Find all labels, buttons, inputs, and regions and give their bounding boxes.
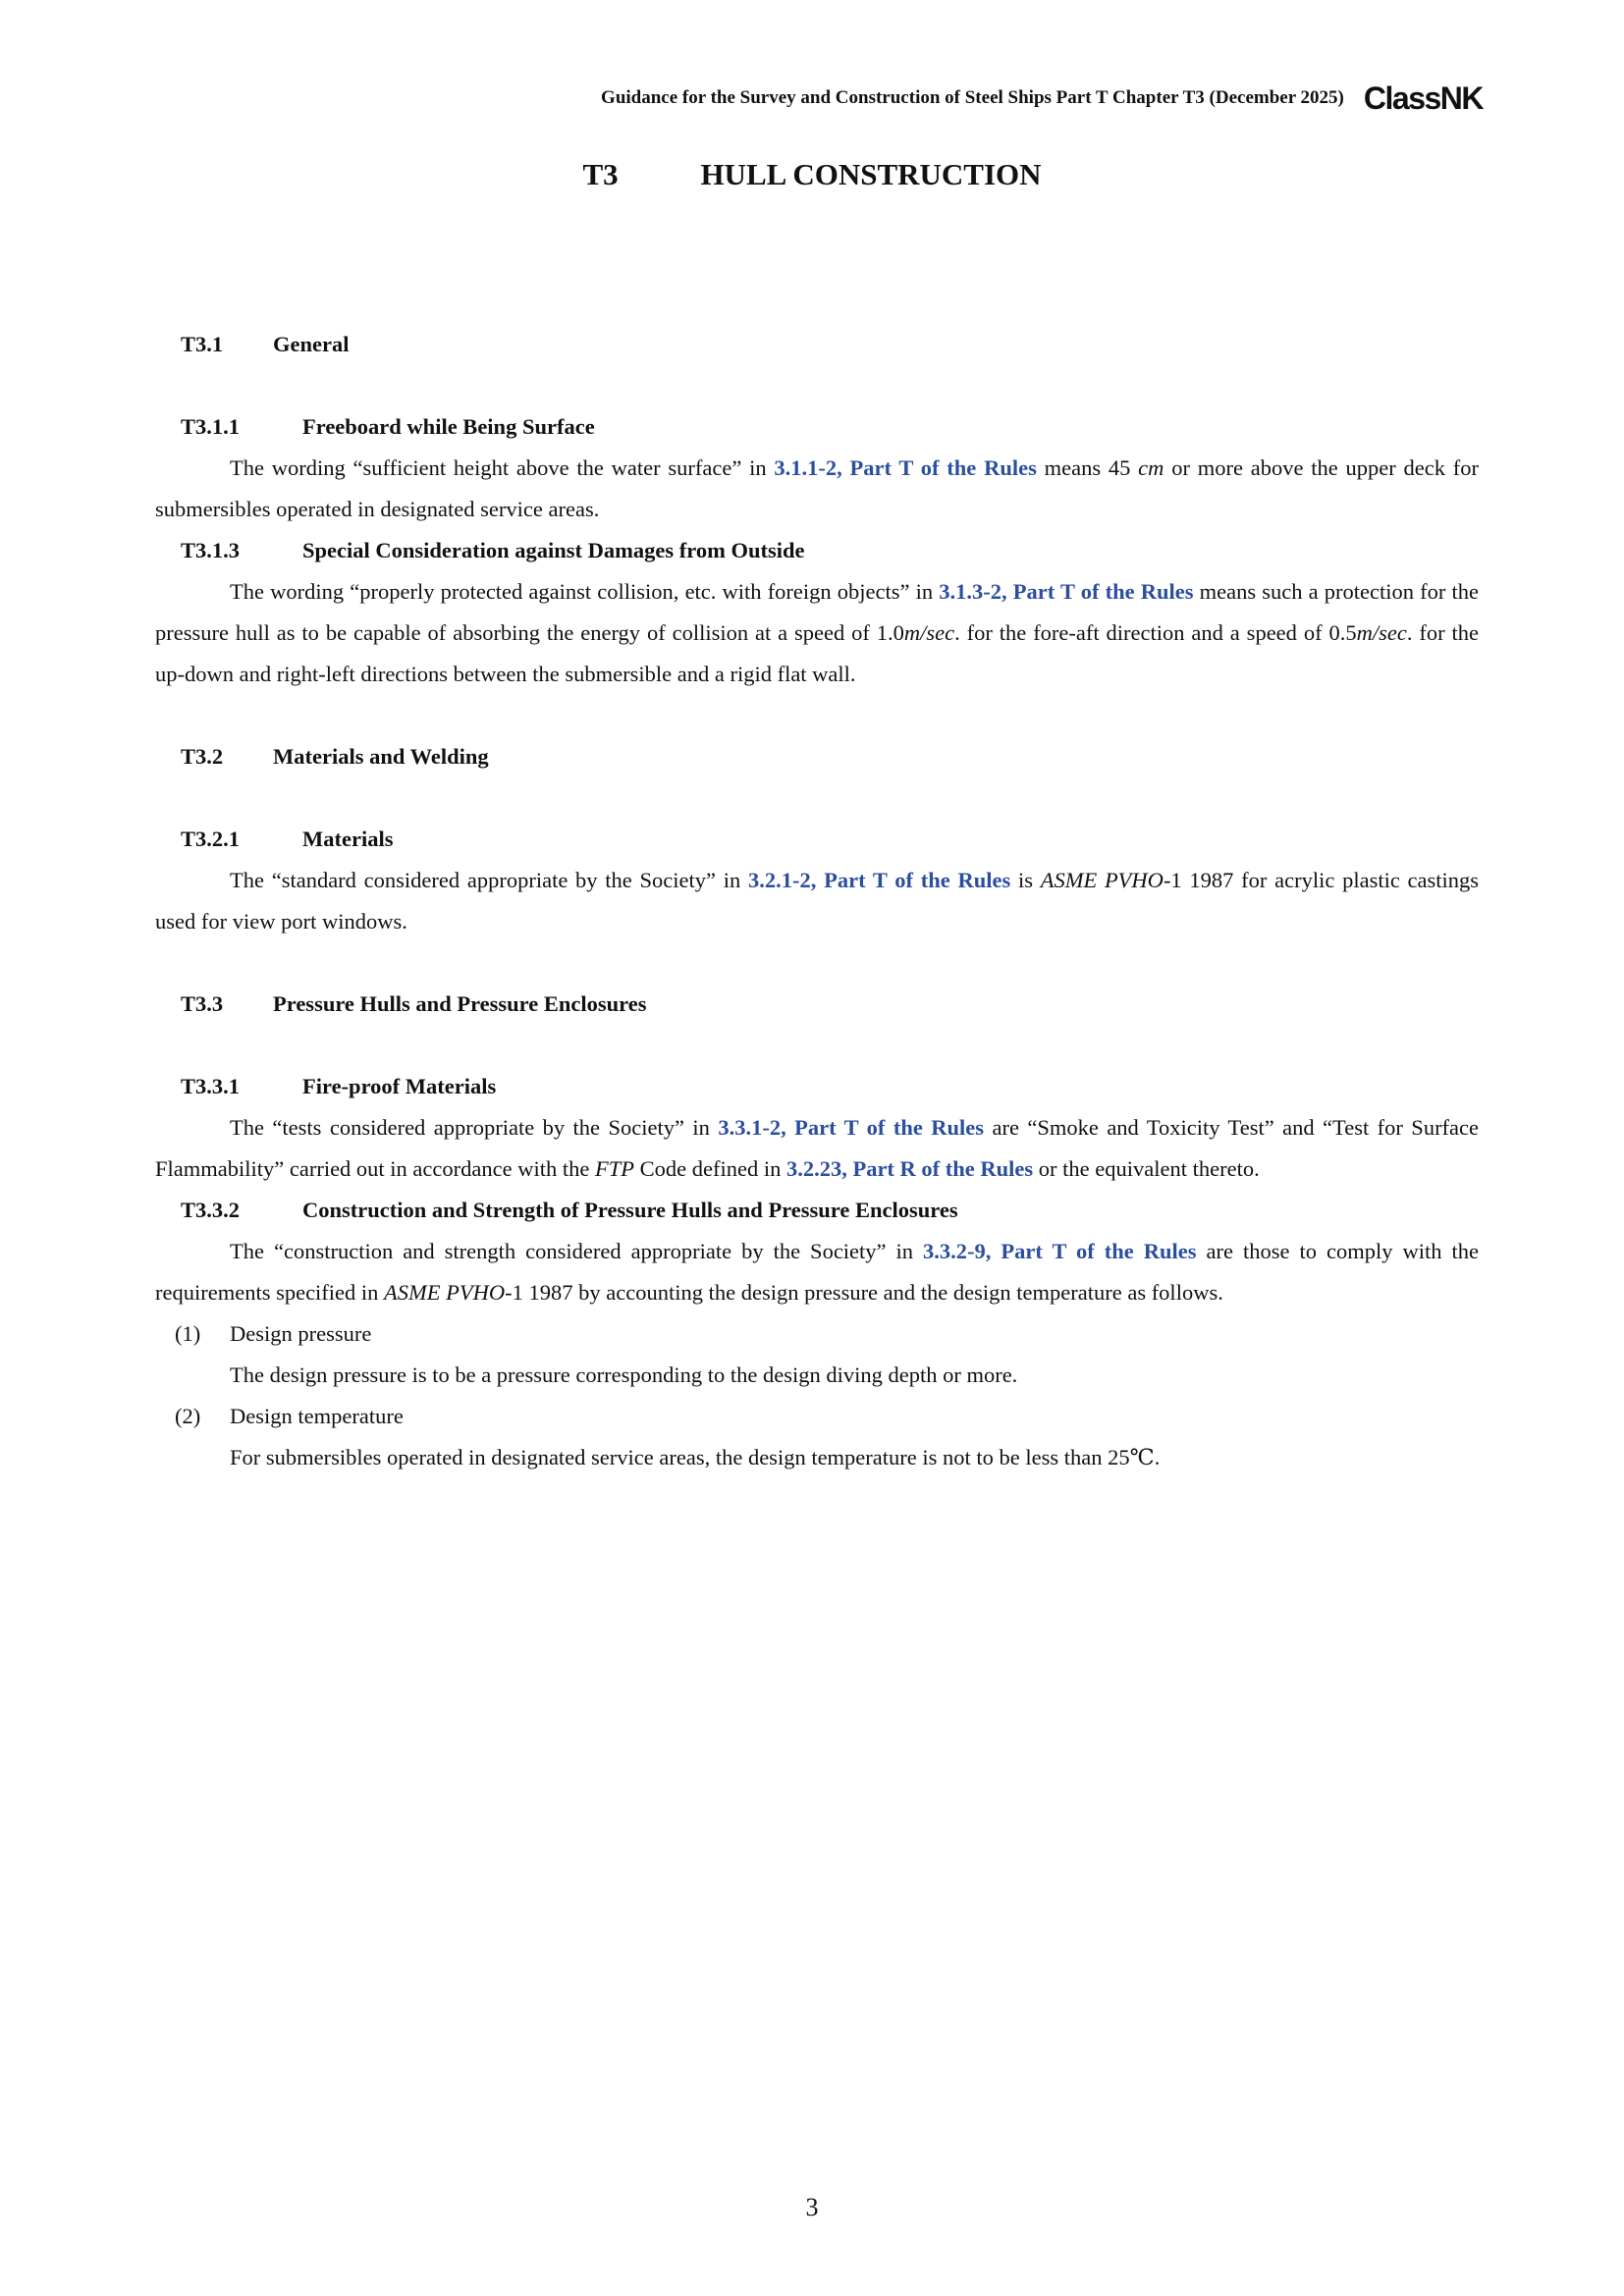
list-item-text: For submersibles operated in designated service areas, the design temperature is not to be less than 25℃. [230, 1445, 1161, 1469]
rule-reference-link[interactable]: 3.1.1-2, Part T of the Rules [774, 455, 1037, 480]
rule-reference-link[interactable]: 3.1.3-2, Part T of the Rules [939, 579, 1194, 604]
chapter-number: T3 [582, 157, 619, 191]
subsection-heading: T3.3.1 Fire-proof Materials [181, 1074, 497, 1098]
classnk-logo: ClassNK [1363, 80, 1483, 116]
chapter-title [0, 157, 1624, 192]
rule-reference-link[interactable]: 3.3.1-2, Part T of the Rules [718, 1115, 985, 1140]
list-item: (2) Design temperature [175, 1404, 404, 1428]
rule-reference-link[interactable]: 3.2.1-2, Part T of the Rules [747, 868, 1011, 892]
header-text: Guidance for the Survey and Construction of Steel Ships Part T Chapter T3 (December 2025) [601, 87, 1344, 108]
subsection-heading: T3.1.1 Freeboard while Being Surface [181, 414, 595, 439]
subsection-heading: T3.3.2 Construction and Strength of Pressure Hulls and Pressure Enclosures [181, 1198, 958, 1222]
section-heading: T3.3 Pressure Hulls and Pressure Enclosures [181, 991, 647, 1016]
section-heading: T3.1 General [181, 332, 350, 356]
section-heading: T3.2 Materials and Welding [181, 744, 489, 769]
paragraph: The “construction and strength considered appropriate by the Society” in 3.3.2-9, Part T of the Rules are those to comply with the requirements specified in ASME PVHO-1 1987 by accounting the design pressure and the design temperature as follows. [155, 1239, 1479, 1305]
chapter-heading: HULL CONSTRUCTION [700, 157, 1042, 191]
rule-reference-link[interactable]: 3.3.2-9, Part T of the Rules [923, 1239, 1197, 1263]
list-item: (1) Design pressure [175, 1321, 372, 1346]
paragraph: The wording “properly protected against collision, etc. with foreign objects” in 3.1.3-2, Part T of the Rules means such a protection for the pressure hull as to be capable of absorbing the energy of collision at a speed of 1.0m/sec. for the fore-aft direction and a speed of 0.5m/sec. for the up-down and right-left directions between the submersible and a rigid flat wall. [155, 579, 1479, 686]
page-number: 3 [805, 2193, 819, 2221]
running-header [393, 79, 1483, 118]
subsection-heading: T3.2.1 Materials [181, 827, 394, 851]
subsection-heading: T3.1.3 Special Consideration against Damages from Outside [181, 538, 805, 562]
rule-reference-link[interactable]: 3.2.23, Part R of the Rules [785, 1156, 1034, 1181]
paragraph: The wording “sufficient height above the water surface” in 3.1.1-2, Part T of the Rules means 45 cm or more above the upper deck for submersibles operated in designated service areas. [155, 455, 1480, 521]
document-body [155, 324, 1479, 1478]
paragraph: The “standard considered appropriate by the Society” in 3.2.1-2, Part T of the Rules is ASME PVHO-1 1987 for acrylic plastic castings used for view port windows. [155, 868, 1480, 934]
list-item-text: The design pressure is to be a pressure corresponding to the design diving depth or more. [230, 1362, 1018, 1387]
paragraph: The “tests considered appropriate by the Society” in 3.3.1-2, Part T of the Rules are “Smoke and Toxicity Test” and “Test for Surface Flammability” carried out in accordance with the FTP Code defined in 3.2.23, Part R of the Rules or the equivalent thereto. [155, 1115, 1480, 1181]
